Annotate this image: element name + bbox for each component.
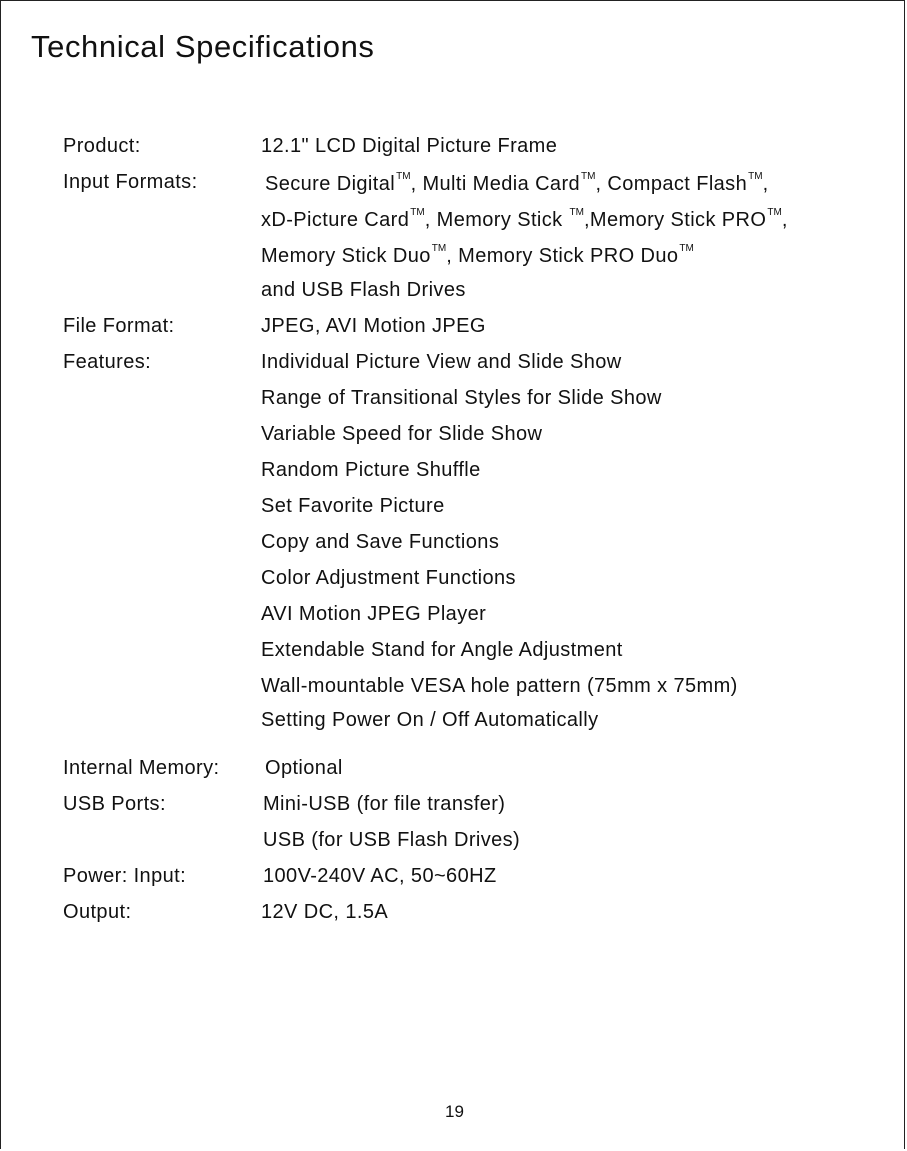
page-title: Technical Specifications [31,29,375,64]
spec-row-features-cont [63,567,863,603]
feature-item: Copy and Save Functions [261,531,500,553]
spec-value: 100V-240V AC, 50~60HZ [263,865,497,887]
feature-item: Individual Picture View and Slide Show [261,351,622,373]
feature-item: Extendable Stand for Angle Adjustment [261,639,623,661]
spec-value: Mini-USB (for file transfer) [263,793,506,815]
trademark-mark: TM [581,171,596,182]
spec-label: File Format: [63,315,175,337]
trademark-mark: TM [748,171,763,182]
spec-row-features-cont [63,675,863,709]
feature-item: Random Picture Shuffle [261,459,481,481]
feature-item: Setting Power On / Off Automatically [261,709,599,731]
spec-value: Optional [265,757,343,779]
trademark-mark: TM [410,207,425,218]
spec-row-features [63,351,863,387]
spec-row-internal-memory [63,757,863,793]
spec-label: Product: [63,135,141,157]
spec-value: and USB Flash Drives [261,279,466,301]
spec-value: 12V DC, 1.5A [261,901,389,923]
spec-row-output [63,901,863,937]
spec-value [265,171,769,196]
spec-row-input-formats [63,171,863,207]
feature-item: Range of Transitional Styles for Slide Show [261,387,662,409]
format-name: , Compact Flash [595,173,748,195]
feature-item: Color Adjustment Functions [261,567,516,589]
spec-value [261,207,788,232]
format-name: Secure Digital [265,173,396,195]
spec-row-features-cont [63,387,863,423]
format-name: Memory Stick Duo [261,245,431,267]
page-number: 19 [445,1102,464,1121]
spec-row-features-cont [63,709,863,745]
spec-value: USB (for USB Flash Drives) [263,829,521,851]
format-name: , Memory Stick PRO Duo [446,245,679,267]
format-name: , Memory Stick [424,209,569,231]
spec-row-usb-ports [63,793,863,829]
spec-row-features-cont [63,639,863,675]
spec-row-features-cont [63,603,863,639]
format-name: ,Memory Stick PRO [583,209,767,231]
spec-row-input-formats-cont [63,279,863,315]
spec-row-product [63,135,863,171]
spec-label: Output: [63,901,132,923]
spec-value: JPEG, AVI Motion JPEG [261,315,486,337]
spec-value [261,243,694,268]
spec-label: USB Ports: [63,793,166,815]
trademark-mark: TM [431,243,447,254]
spec-row-features-cont [63,495,863,531]
spec-label: Features: [63,351,152,373]
spec-row-power-input [63,865,863,901]
feature-item: Wall-mountable VESA hole pattern (75mm x 75mm) [261,675,738,697]
trademark-mark: TM [396,171,411,182]
spec-label: Power: Input: [63,865,187,887]
format-name: xD-Picture Card [261,209,410,231]
feature-item: Variable Speed for Slide Show [261,423,543,445]
spec-label: Input Formats: [63,171,198,193]
spec-table [63,135,863,937]
trademark-mark: TM [679,243,694,254]
punctuation: , [781,209,788,231]
spec-row-features-cont [63,531,863,567]
feature-item: AVI Motion JPEG Player [261,603,487,625]
trademark-mark: TM [767,207,782,218]
spec-row-features-cont [63,459,863,495]
spec-row-file-format [63,315,863,351]
spec-row-usb-ports-cont [63,829,863,865]
trademark-mark: TM [569,207,584,218]
format-name: , Multi Media Card [410,173,581,195]
spec-value: 12.1" LCD Digital Picture Frame [261,135,558,157]
spec-label: Internal Memory: [63,757,220,779]
spec-row-input-formats-cont [63,207,863,243]
punctuation: , [762,173,769,195]
spec-row-input-formats-cont [63,243,863,279]
feature-item: Set Favorite Picture [261,495,445,517]
spec-row-features-cont [63,423,863,459]
